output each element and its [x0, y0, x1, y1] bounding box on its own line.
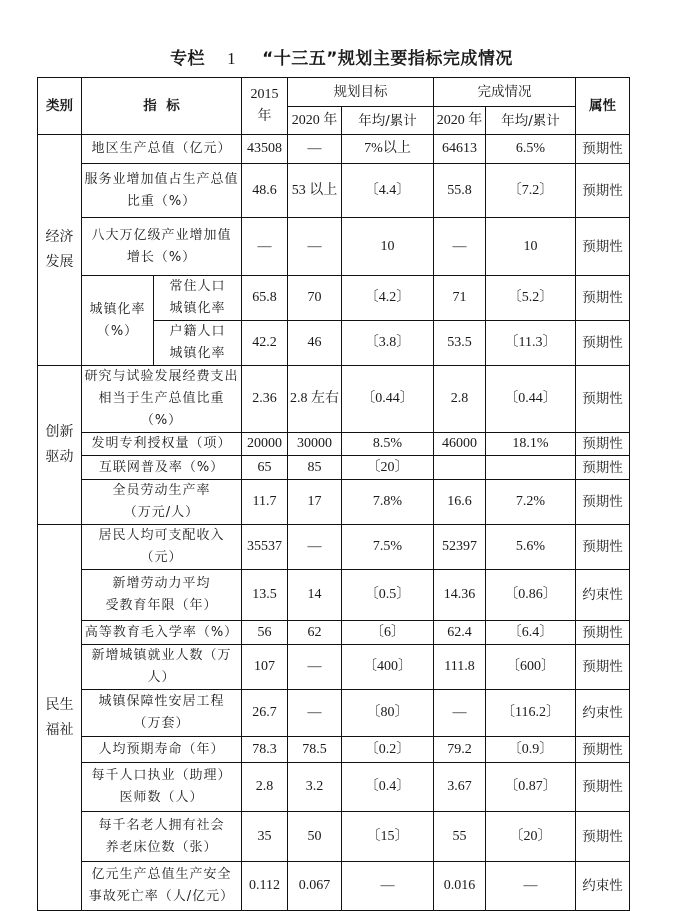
- indicator-name: 常住人口 城镇化率: [154, 276, 242, 321]
- value-2015-cell: 35537: [242, 525, 288, 570]
- comp-2020-cell: —: [434, 690, 486, 737]
- comp-avg-cell: 10: [486, 218, 576, 276]
- value-2015-cell: 26.7: [242, 690, 288, 737]
- comp-avg-cell: 〔116.2〕: [486, 690, 576, 737]
- attribute-cell: 预期性: [576, 218, 630, 276]
- urbanization-group-label: 城镇化率 （%）: [82, 276, 154, 366]
- plan-avg-cell: 8.5%: [342, 433, 434, 456]
- value-2015-cell: 43508: [242, 135, 288, 164]
- comp-2020-cell: 0.016: [434, 862, 486, 911]
- comp-2020-cell: 52397: [434, 525, 486, 570]
- header-completion: 完成情况: [434, 78, 576, 107]
- comp-2020-cell: 2.8: [434, 366, 486, 433]
- table-row: [38, 570, 630, 621]
- comp-2020-cell: 71: [434, 276, 486, 321]
- comp-avg-cell: 〔0.44〕: [486, 366, 576, 433]
- attribute-cell: 预期性: [576, 164, 630, 218]
- table-row: [38, 737, 630, 763]
- table-row: [38, 621, 630, 645]
- value-2015-cell: 35: [242, 812, 288, 862]
- indicator-name: 服务业增加值占生产总值 比重（%）: [82, 164, 242, 218]
- plan-avg-cell: 〔6〕: [342, 621, 434, 645]
- indicator-name: 全员劳动生产率 （万元/人）: [82, 480, 242, 525]
- attribute-cell: 预期性: [576, 737, 630, 763]
- attribute-cell: 约束性: [576, 690, 630, 737]
- plan-2020-cell: 2.8 左右: [288, 366, 342, 433]
- category-cell: 经济 发展: [38, 135, 82, 366]
- plan-2020-cell: 78.5: [288, 737, 342, 763]
- category-cell: 民生 福祉: [38, 525, 82, 911]
- plan-avg-cell: —: [342, 862, 434, 911]
- plan-avg-cell: 〔15〕: [342, 812, 434, 862]
- comp-2020-cell: 46000: [434, 433, 486, 456]
- plan-avg-cell: 10: [342, 218, 434, 276]
- header-plan-target: 规划目标: [288, 78, 434, 107]
- comp-avg-cell: [486, 456, 576, 480]
- indicator-name: 城镇保障性安居工程 （万套）: [82, 690, 242, 737]
- indicator-name: 八大万亿级产业增加值 增长（%）: [82, 218, 242, 276]
- comp-2020-cell: 16.6: [434, 480, 486, 525]
- indicator-name: 户籍人口 城镇化率: [154, 321, 242, 366]
- caption-title: “十三五”规划主要指标完成情况: [262, 49, 513, 69]
- table-row: [38, 218, 630, 276]
- attribute-cell: 预期性: [576, 621, 630, 645]
- value-2015-cell: 78.3: [242, 737, 288, 763]
- comp-2020-cell: 79.2: [434, 737, 486, 763]
- table-row: [38, 433, 630, 456]
- attribute-cell: 预期性: [576, 433, 630, 456]
- table-row: [38, 763, 630, 812]
- plan-2020-cell: 70: [288, 276, 342, 321]
- plan-avg-cell: 〔20〕: [342, 456, 434, 480]
- comp-2020-cell: 3.67: [434, 763, 486, 812]
- comp-avg-cell: 18.1%: [486, 433, 576, 456]
- indicator-name: 人均预期寿命（年）: [82, 737, 242, 763]
- header-comp-2020: 2020 年: [434, 107, 486, 135]
- plan-2020-cell: 30000: [288, 433, 342, 456]
- comp-avg-cell: 〔5.2〕: [486, 276, 576, 321]
- header-category: 类别: [38, 78, 82, 135]
- attribute-cell: 预期性: [576, 135, 630, 164]
- value-2015-cell: 48.6: [242, 164, 288, 218]
- header-indicator: 指 标: [82, 78, 242, 135]
- attribute-cell: 预期性: [576, 480, 630, 525]
- value-2015-cell: 56: [242, 621, 288, 645]
- plan-avg-cell: 7.8%: [342, 480, 434, 525]
- comp-2020-cell: 111.8: [434, 645, 486, 690]
- value-2015-cell: 11.7: [242, 480, 288, 525]
- comp-2020-cell: 64613: [434, 135, 486, 164]
- table-row: [38, 366, 630, 433]
- indicator-name: 每千名老人拥有社会 养老床位数（张）: [82, 812, 242, 862]
- table-row: [38, 276, 630, 321]
- table-row: [38, 456, 630, 480]
- comp-avg-cell: 〔7.2〕: [486, 164, 576, 218]
- plan-avg-cell: 〔0.2〕: [342, 737, 434, 763]
- attribute-cell: 预期性: [576, 812, 630, 862]
- table-row: [38, 862, 630, 911]
- indicator-name: 新增劳动力平均 受教育年限（年）: [82, 570, 242, 621]
- indicator-name: 居民人均可支配收入（元）: [82, 525, 242, 570]
- attribute-cell: 预期性: [576, 366, 630, 433]
- plan-2020-cell: 0.067: [288, 862, 342, 911]
- plan-avg-cell: 〔0.4〕: [342, 763, 434, 812]
- indicator-name: 研究与试验发展经费支出 相当于生产总值比重（%）: [82, 366, 242, 433]
- indicator-name: 亿元生产总值生产安全 事故死亡率（人/亿元）: [82, 862, 242, 911]
- attribute-cell: 预期性: [576, 456, 630, 480]
- plan-2020-cell: 50: [288, 812, 342, 862]
- attribute-cell: 预期性: [576, 645, 630, 690]
- table-row: [38, 480, 630, 525]
- plan-avg-cell: 〔0.44〕: [342, 366, 434, 433]
- plan-2020-cell: —: [288, 690, 342, 737]
- comp-avg-cell: —: [486, 862, 576, 911]
- header-attribute: 属性: [576, 78, 630, 135]
- header-plan-2020: 2020 年: [288, 107, 342, 135]
- plan-2020-cell: 46: [288, 321, 342, 366]
- plan-2020-cell: —: [288, 218, 342, 276]
- value-2015-cell: 20000: [242, 433, 288, 456]
- indicator-name: 新增城镇就业人数（万人）: [82, 645, 242, 690]
- indicator-name: 互联网普及率（%）: [82, 456, 242, 480]
- comp-2020-cell: 53.5: [434, 321, 486, 366]
- comp-avg-cell: 7.2%: [486, 480, 576, 525]
- plan-2020-cell: 17: [288, 480, 342, 525]
- category-cell: 创新 驱动: [38, 366, 82, 525]
- value-2015-cell: 13.5: [242, 570, 288, 621]
- comp-2020-cell: 55.8: [434, 164, 486, 218]
- indicator-name: 高等教育毛入学率（%）: [82, 621, 242, 645]
- comp-2020-cell: 62.4: [434, 621, 486, 645]
- comp-2020-cell: —: [434, 218, 486, 276]
- plan-2020-cell: —: [288, 135, 342, 164]
- value-2015-cell: 2.36: [242, 366, 288, 433]
- table-row: [38, 812, 630, 862]
- value-2015-cell: 107: [242, 645, 288, 690]
- plan-2020-cell: —: [288, 645, 342, 690]
- plan-2020-cell: 62: [288, 621, 342, 645]
- value-2015-cell: 42.2: [242, 321, 288, 366]
- comp-avg-cell: 〔20〕: [486, 812, 576, 862]
- plan-avg-cell: 7.5%: [342, 525, 434, 570]
- attribute-cell: 预期性: [576, 525, 630, 570]
- table-row: [38, 525, 630, 570]
- plan-avg-cell: 〔4.2〕: [342, 276, 434, 321]
- table-row: [38, 135, 630, 164]
- plan-2020-cell: 53 以上: [288, 164, 342, 218]
- comp-avg-cell: 5.6%: [486, 525, 576, 570]
- attribute-cell: 约束性: [576, 570, 630, 621]
- attribute-cell: 预期性: [576, 321, 630, 366]
- comp-avg-cell: 6.5%: [486, 135, 576, 164]
- indicator-table: [37, 77, 630, 911]
- comp-avg-cell: 〔6.4〕: [486, 621, 576, 645]
- plan-avg-cell: 〔3.8〕: [342, 321, 434, 366]
- value-2015-cell: 0.112: [242, 862, 288, 911]
- column-label: 专栏: [170, 49, 206, 69]
- table-row: [38, 645, 630, 690]
- plan-2020-cell: 85: [288, 456, 342, 480]
- comp-2020-cell: 14.36: [434, 570, 486, 621]
- comp-avg-cell: 〔0.86〕: [486, 570, 576, 621]
- table-caption: [0, 44, 683, 69]
- attribute-cell: 预期性: [576, 276, 630, 321]
- indicator-name: 地区生产总值（亿元）: [82, 135, 242, 164]
- plan-2020-cell: 3.2: [288, 763, 342, 812]
- value-2015-cell: 65: [242, 456, 288, 480]
- indicator-name: 发明专利授权量（项）: [82, 433, 242, 456]
- value-2015-cell: 2.8: [242, 763, 288, 812]
- table-row: [38, 164, 630, 218]
- header-comp-avg: 年均/累计: [486, 107, 576, 135]
- table-row: [38, 690, 630, 737]
- plan-avg-cell: 〔0.5〕: [342, 570, 434, 621]
- header-plan-avg: 年均/累计: [342, 107, 434, 135]
- indicator-name: 每千人口执业（助理） 医师数（人）: [82, 763, 242, 812]
- comp-avg-cell: 〔600〕: [486, 645, 576, 690]
- plan-avg-cell: 〔400〕: [342, 645, 434, 690]
- plan-avg-cell: 7%以上: [342, 135, 434, 164]
- plan-2020-cell: 14: [288, 570, 342, 621]
- column-number: 1: [227, 49, 237, 68]
- comp-avg-cell: 〔0.87〕: [486, 763, 576, 812]
- attribute-cell: 预期性: [576, 763, 630, 812]
- comp-avg-cell: 〔11.3〕: [486, 321, 576, 366]
- comp-2020-cell: 55: [434, 812, 486, 862]
- comp-2020-cell: [434, 456, 486, 480]
- attribute-cell: 约束性: [576, 862, 630, 911]
- value-2015-cell: 65.8: [242, 276, 288, 321]
- value-2015-cell: —: [242, 218, 288, 276]
- plan-avg-cell: 〔80〕: [342, 690, 434, 737]
- comp-avg-cell: 〔0.9〕: [486, 737, 576, 763]
- plan-avg-cell: 〔4.4〕: [342, 164, 434, 218]
- plan-2020-cell: —: [288, 525, 342, 570]
- header-2015: 2015 年: [242, 78, 288, 135]
